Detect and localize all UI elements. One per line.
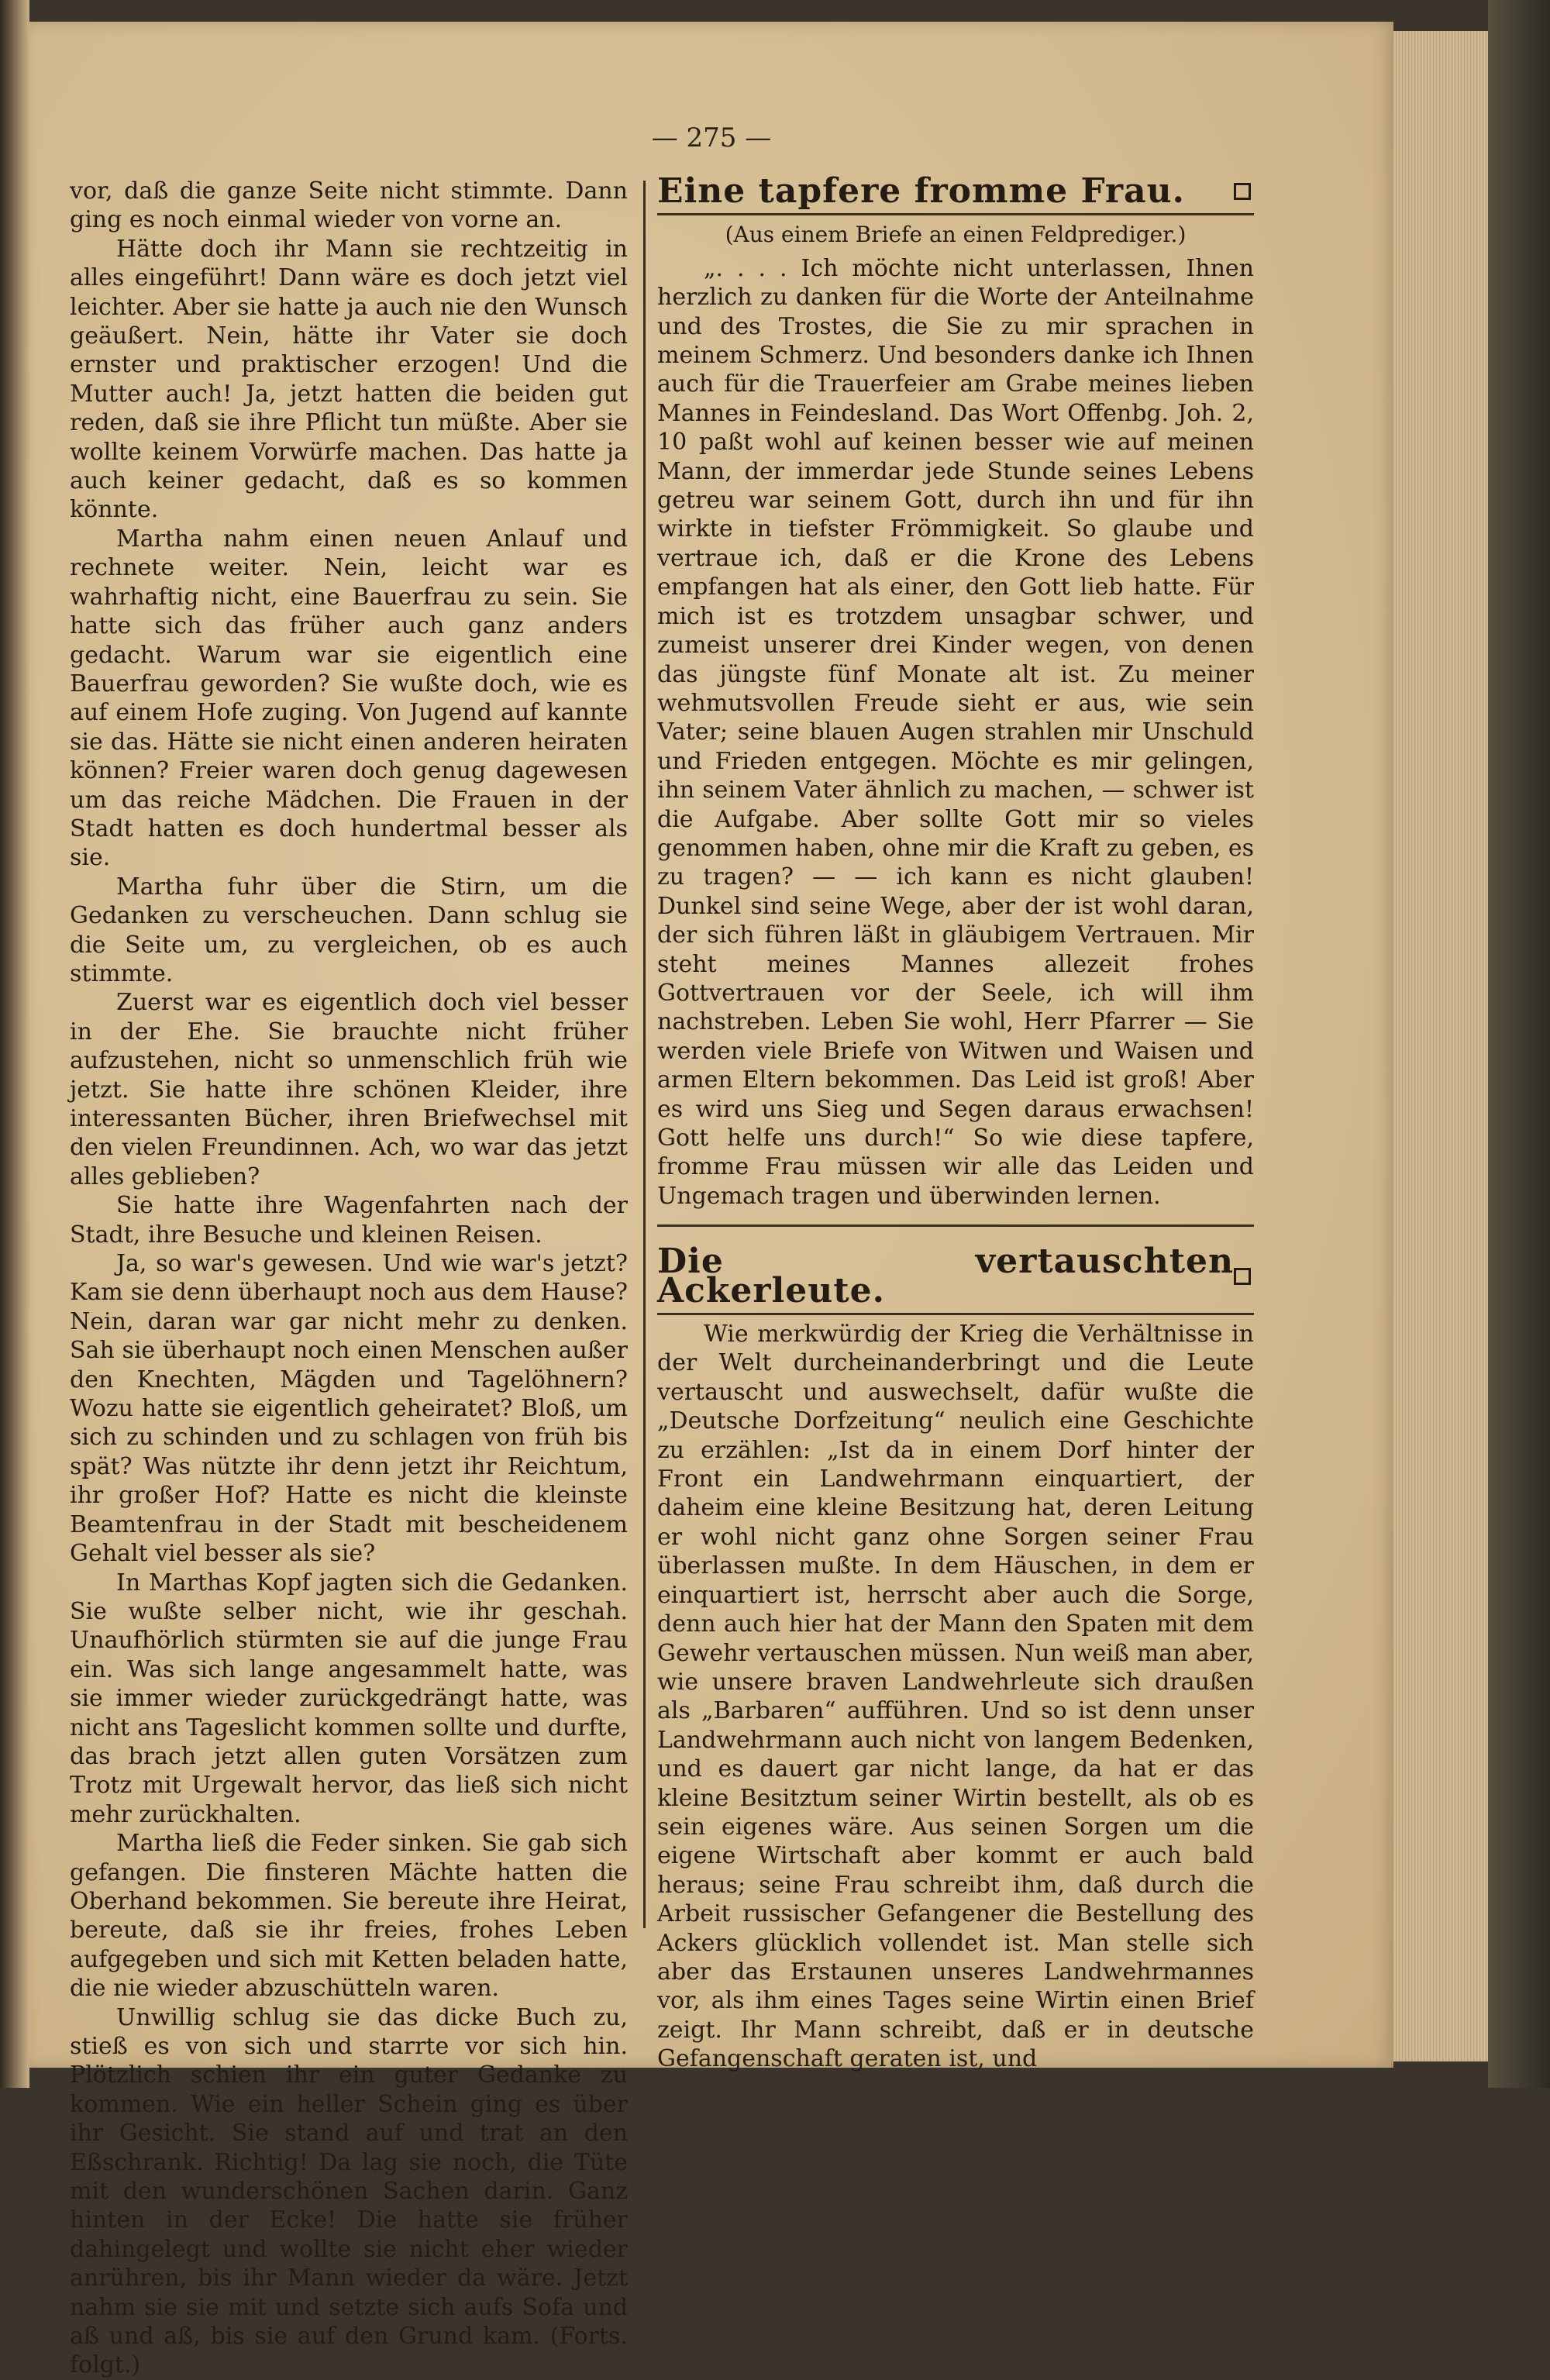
- page-number: — 275 —: [651, 122, 772, 153]
- article-subtitle: (Aus einem Briefe an einen Feldprediger.): [725, 222, 1187, 248]
- book-cover-edge: [1488, 0, 1550, 2088]
- paragraph: In Marthas Kopf jagten sich die Gedanken. Sie wußte selber nicht, wie ihr geschah. Unaufhörlich stürmten sie auf die junge Frau ein. Was sich lange angesammelt hatte, was sie immer wieder zurückgedrängt hatte, was nicht ans Tageslicht kommen sollte und durfte, das brach jetzt allen guten Vorsätzen zum Trotz mit Urgewalt hervor, das ließ sich nicht mehr zurückhalten.: [70, 1569, 628, 1828]
- article-heading: [657, 1242, 1254, 1315]
- paragraph: Wie merkwürdig der Krieg die Verhältnisse in der Welt durcheinanderbringt und die Leute vertauscht und auswechselt, dafür wußte die „Deutsche Dorfzeitung“ neulich eine Geschichte zu erzählen: „Ist da in einem Dorf hinter der Front ein Landwehrmann einquartiert, der daheim eine kleine Besitzung hat, deren Leitung er wohl nicht ganz ohne Sorgen seiner Frau überlassen mußte. In dem Häuschen, in dem er einquartiert ist, herrscht aber auch die Sorge, denn auch hier hat der Mann den Spaten mit dem Gewehr vertauschen müssen. Nun weiß man aber, wie unsere braven Landwehrleute sich draußen als „Barbaren“ aufführen. Und so ist denn unser Landwehrmann auch nicht von langem Bedenken, und es dauert gar nicht lange, da hat er das kleine Besitztum seiner Wirtin bestellt, als ob es sein eigenes wäre. Aus seinen Sorgen um die eigene Wirtschaft aber kommt er auch bald heraus; seine Frau schreibt ihm, daß durch die Arbeit russischer Gefangener die Bestellung des Ackers glücklich vollendet ist. Man stelle sich aber das Erstaunen unseres Landwehrmannes vor, als ihm eines Tages seine Wirtin einen Brief zeigt. Ihr Mann schreibt, daß er in deutsche Gefangenschaft geraten ist, und: [657, 1321, 1254, 2073]
- paragraph: vor, daß die ganze Seite nicht stimmte. Dann ging es noch einmal wieder von vorne an.: [70, 177, 628, 234]
- paragraph: Martha nahm einen neuen Anlauf und rechnete weiter. Nein, leicht war es wahrhaftig nicht, eine Bauerfrau zu sein. Sie hatte sich das früher auch ganz anders gedacht. Warum war sie eigentlich eine Bauerfrau geworden? Sie wußte doch, wie es auf einem Hofe zuging. Von Jugend auf kannte sie das. Hätte sie nicht einen anderen heiraten können? Freier waren doch genug dagewesen um das reiche Mädchen. Die Frauen in der Stadt hatten es doch hundertmal besser als sie.: [70, 525, 628, 872]
- book-page: [29, 22, 1393, 2379]
- paragraph: Martha fuhr über die Stirn, um die Gedanken zu verscheuchen. Dann schlug sie die Seite um, zu vergleichen, ob es auch stimmte.: [70, 873, 628, 987]
- square-ornament-icon: [1234, 1268, 1251, 1285]
- left-column: [70, 177, 628, 2380]
- section-rule: [657, 1224, 1254, 1227]
- page-stack-edge: [1393, 31, 1488, 2061]
- column-divider: [643, 181, 646, 1928]
- paragraph: Martha ließ die Feder sinken. Sie gab sich gefangen. Die finsteren Mächte hatten die Oberhand bekommen. Sie bereute ihre Heirat, bereute, daß sie ihr freies, frohes Leben aufgegeben und sich mit Ketten beladen hatte, die nie wieder abzuschütteln waren.: [70, 1830, 628, 2003]
- right-column: [657, 171, 1254, 2074]
- paragraph: Zuerst war es eigentlich doch viel besser in der Ehe. Sie brauchte nicht früher aufzustehen, nicht so unmenschlich früh wie jetzt. Sie hatte ihre schönen Kleider, ihre interessanten Bücher, ihren Briefwechsel mit den vielen Freundinnen. Ach, wo war das jetzt alles geblieben?: [70, 989, 628, 1190]
- article-title: Eine tapfere fromme Frau.: [657, 171, 1185, 211]
- book-gutter: [0, 0, 29, 2088]
- paragraph: Unwillig schlug sie das dicke Buch zu, stieß es von sich und starrte vor sich hin. Plötzlich schien ihr ein guter Gedanke zu kommen. Wie ein heller Schein ging es über ihr Gesicht. Sie stand auf und trat an den Eßschrank. Richtig! Da lag sie noch, die Tüte mit den wunderschönen Sachen darin. Ganz hinten in der Ecke! Die hatte sie früher dahingelegt und wollte sie nicht eher wieder anrühren, bis ihr Mann wieder da wäre. Jetzt nahm sie sie mit und setzte sich aufs Sofa und aß und aß, bis sie auf den Grund kam. (Forts. folgt.): [70, 2003, 628, 2379]
- square-ornament-icon: [1234, 183, 1251, 200]
- paragraph: Ja, so war's gewesen. Und wie war's jetzt? Kam sie denn überhaupt noch aus dem Hause? Nein, daran war gar nicht mehr zu denken. Sah sie überhaupt noch einen Menschen außer den Knechten, Mägden und Tagelöhnern? Wozu hatte sie eigentlich geheiratet? Bloß, um sich zu schinden und zu schlagen von früh bis spät? Was nützte ihr denn jetzt ihr Reichtum, ihr großer Hof? Hatte es nicht die kleinste Beamtenfrau in der Stadt mit bescheidenem Gehalt viel besser als sie?: [70, 1250, 628, 1568]
- paragraph: Hätte doch ihr Mann sie rechtzeitig in alles eingeführt! Dann wäre es doch jetzt viel leichter. Aber sie hatte ja auch nie den Wunsch geäußert. Nein, hätte ihr Vater sie doch ernster und praktischer erzogen! Und die Mutter auch! Ja, jetzt hatten die beiden gut reden, daß sie ihre Pflicht tun müßte. Aber sie wollte keinem Vorwürfe machen. Das hatte ja auch keiner gedacht, daß es so kommen könnte.: [70, 235, 628, 524]
- paragraph: Sie hatte ihre Wagenfahrten nach der Stadt, ihre Besuche und kleinen Reisen.: [70, 1192, 628, 1249]
- article-title: Die vertauschten Ackerleute.: [657, 1242, 1235, 1311]
- article-heading: [657, 171, 1254, 215]
- paragraph: „. . . . Ich möchte nicht unterlassen, Ihnen herzlich zu danken für die Worte der Anteilnahme und des Trostes, die Sie zu mir sprachen in meinem Schmerz. Und besonders danke ich Ihnen auch für die Trauerfeier am Grabe meines lieben Mannes in Feindesland. Das Wort Offenbg. Joh. 2, 10 paßt wohl auf keinen besser wie auf meinen Mann, der immerdar jede Stunde seines Lebens getreu war seinem Gott, durch ihn und für ihn wirkte in tiefster Frömmigkeit. So glaube und vertraue ich, daß er die Krone des Lebens empfangen hat als einer, den Gott lieb hatte. Für mich ist es trotzdem unsagbar schwer, und zumeist unserer drei Kinder wegen, von denen das jüngste fünf Monate alt ist. Zu meiner wehmutsvollen Freude sieht er aus, wie sein Vater; seine blauen Augen strahlen mir Unschuld und Frieden entgegen. Möchte es mir gelingen, ihn seinem Vater ähnlich zu machen, — schwer ist die Aufgabe. Aber sollte Gott mir so vieles genommen haben, ohne mir die Kraft zu geben, es zu tragen? — — ich kann es nicht glauben! Dunkel sind seine Wege, aber der ist wohl daran, der sich führen läßt in gläubigem Vertrauen. Mir steht meines Mannes allezeit frohes Gottvertrauen vor der Seele, ich will ihm nachstreben. Leben Sie wohl, Herr Pfarrer — Sie werden viele Briefe von Witwen und Waisen und armen Eltern bekommen. Das Leid ist groß! Aber es wird uns Sieg und Segen daraus erwachsen! Gott helfe uns durch!“ So wie diese tapfere, fromme Frau müssen wir alle das Leiden und Ungemach tragen und überwinden lernen.: [657, 254, 1254, 1210]
